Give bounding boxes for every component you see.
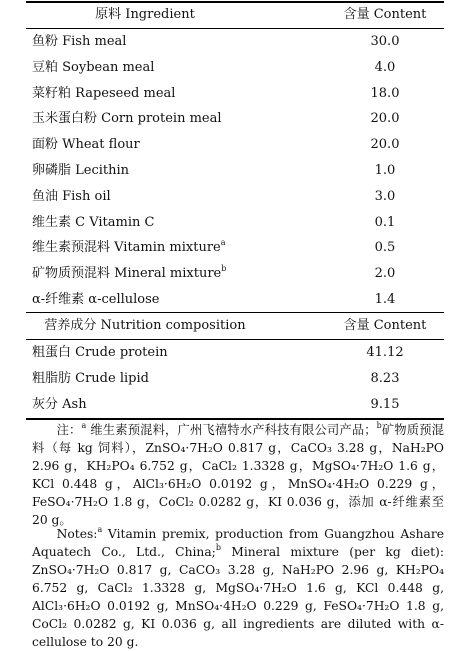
- row-label-text: 维生素 C Vitamin C: [32, 214, 155, 230]
- row-label-text: 维生素预混料 Vitamin mixture: [32, 240, 221, 256]
- row-value: 20.0: [370, 137, 400, 153]
- table-row: [0, 392, 449, 418]
- notes-chinese: [32, 421, 444, 529]
- row-value: 1.4: [374, 292, 396, 307]
- row-label: [32, 132, 140, 158]
- notes-cn-sup-b: b: [376, 421, 382, 430]
- row-label-text: 矿物质预混料 Mineral mixture: [32, 266, 222, 282]
- footnote-marker: b: [221, 264, 227, 274]
- row-label: [32, 340, 168, 366]
- nutrition-header-row: [0, 313, 449, 339]
- table-bottom-rule: [26, 418, 444, 420]
- row-label-text: 菜籽粕 Rapeseed meal: [32, 85, 176, 101]
- ingredient-column-header: 原料 Ingredient: [95, 7, 195, 22]
- table-row: [0, 210, 449, 236]
- row-value: 20.0: [370, 111, 400, 127]
- notes-en-a: Vitamin premix, production from Guangzhou Ashare Aquatech Co., Ltd., China;: [32, 527, 444, 559]
- content-column-header: 含量 Content: [343, 7, 427, 22]
- table-row: [0, 106, 449, 132]
- row-label: [32, 366, 149, 392]
- row-label-text: 玉米蛋白粉 Corn protein meal: [32, 111, 222, 127]
- notes-cn-b: 矿物质预混料（每 kg 饲料），ZnSO₄·7H₂O 0.817 g，CaCO₃ 3.28 g，NaH₂PO 2.96 g，KH₂PO₄ 6.752 g，CaCl₂ 1.3328 g，MgSO₄·7H₂O 1.6 g，KCl 0.448 g，AlCl₃·6H₂O 0.0192 g，MnSO₄·4H₂O 0.229 g，FeSO₄·7H₂O 1.8 g，CoCl₂ 0.0282 g，KI 0.036 g，添加 α-纤维素至 20 g。: [32, 423, 444, 527]
- row-value: 1.0: [374, 163, 396, 178]
- row-label: [32, 210, 154, 236]
- row-value: 4.0: [374, 59, 396, 75]
- notes-cn-a: 维生素预混料，广州飞禧特水产科技有限公司产品；: [86, 423, 377, 437]
- notes-en-prefix: Notes:: [56, 527, 98, 541]
- table-row: [0, 340, 449, 366]
- row-label-text: 灰分 Ash: [32, 397, 87, 412]
- notes-cn-sup-a: a: [81, 421, 87, 430]
- row-label: [32, 261, 226, 287]
- table-header-row: [0, 2, 449, 28]
- row-value: 3.0: [374, 188, 396, 204]
- row-value: 30.0: [370, 34, 400, 49]
- row-label-text: 面粉 Wheat flour: [32, 137, 140, 153]
- row-value: 9.15: [370, 397, 400, 412]
- row-value: 0.5: [374, 240, 396, 256]
- row-label: [32, 158, 129, 184]
- row-value: 18.0: [370, 85, 400, 101]
- row-value: 0.1: [374, 214, 396, 230]
- row-label-text: 鱼粉 Fish meal: [32, 34, 127, 49]
- notes-en-sup-a: a: [97, 525, 103, 534]
- row-label: [32, 55, 154, 81]
- row-label-text: 鱼油 Fish oil: [32, 188, 111, 204]
- row-label: [32, 287, 160, 313]
- row-value: 41.12: [366, 345, 404, 360]
- table-row: [0, 287, 449, 313]
- row-label: [32, 235, 226, 261]
- table-row: [0, 235, 449, 261]
- table-row: [0, 29, 449, 55]
- table-row: [0, 81, 449, 107]
- table-row: [0, 132, 449, 158]
- footnote-marker: a: [220, 238, 226, 248]
- notes-english: [32, 525, 444, 651]
- notes-en-b: Mineral mixture (per kg diet): ZnSO₄·7H₂O 0.817 g, CaCO₃ 3.28 g, NaH₂PO 2.96 g, KH₂PO₄ 6.752 g, CaCl₂ 1.3328 g, MgSO₄·7H₂O 1.6 g, KCl 0.448 g, AlCl₃·6H₂O 0.0192 g, MnSO₄·4H₂O 0.229 g, FeSO₄·7H₂O 1.8 g, CoCl₂ 0.0282 g, KI 0.036 g, all ingredients are diluted with α-cellulose to 20 g.: [32, 545, 444, 649]
- row-value: 2.0: [374, 266, 396, 282]
- notes-en-sup-b: b: [215, 543, 221, 552]
- table-row: [0, 184, 449, 210]
- table-row: [0, 366, 449, 392]
- row-label-text: α-纤维素 α-cellulose: [32, 292, 160, 307]
- nutrition-column-header: 营养成分 Nutrition composition: [44, 318, 246, 333]
- notes-cn-prefix: 注：: [56, 423, 82, 437]
- row-label-text: 卵磷脂 Lecithin: [32, 163, 130, 178]
- row-label: [32, 106, 222, 132]
- row-value: 8.23: [370, 371, 400, 386]
- row-label-text: 粗脂肪 Crude lipid: [32, 371, 149, 386]
- nutrition-content-header: 含量 Content: [343, 318, 427, 333]
- table-row: [0, 55, 449, 81]
- table-row: [0, 158, 449, 184]
- row-label-text: 豆粕 Soybean meal: [32, 59, 155, 75]
- row-label: [32, 81, 175, 107]
- row-label: [32, 392, 87, 418]
- table-row: [0, 261, 449, 287]
- row-label: [32, 29, 126, 55]
- row-label-text: 粗蛋白 Crude protein: [32, 345, 168, 360]
- row-label: [32, 184, 111, 210]
